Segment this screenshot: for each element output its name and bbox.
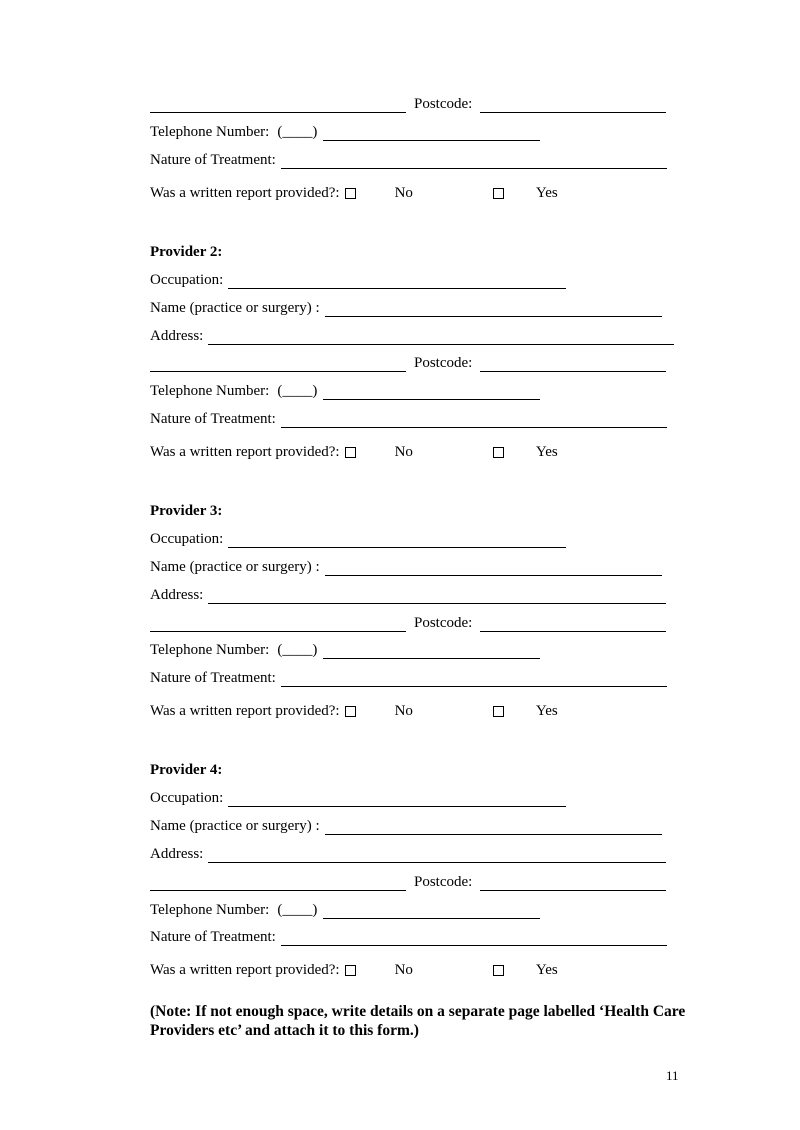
occupation-field[interactable] [228,792,566,807]
occupation-row [150,790,566,807]
occupation-field[interactable] [228,533,566,548]
report-yes-label: Yes [535,185,558,201]
name-row [150,559,662,576]
postcode-label: Postcode: [414,615,473,631]
name-field[interactable] [325,302,662,317]
name-row [150,300,662,317]
treatment-field[interactable] [281,931,667,946]
provider-3-heading: Provider 3: [150,503,223,519]
area-code-field[interactable]: (____) [277,902,318,918]
address-line-2 [150,615,666,632]
telephone-row [150,124,540,141]
report-no-label: No [394,962,413,978]
page-number: 11 [666,1068,679,1083]
telephone-label: Telephone Number: [150,383,270,399]
name-label: Name (practice or surgery) : [150,300,320,316]
treatment-row [150,411,667,428]
address-label: Address: [150,328,204,344]
postcode-label: Postcode: [414,96,473,112]
telephone-row [150,383,540,400]
report-label: Was a written report provided?: [150,185,340,201]
postcode-field[interactable] [480,98,666,113]
report-row [150,444,558,461]
occupation-row [150,272,566,289]
report-no-label: No [394,185,413,201]
postcode-field[interactable] [480,876,666,891]
report-row [150,703,558,720]
report-yes-checkbox[interactable] [493,447,504,458]
address-row [150,587,666,604]
report-no-label: No [394,703,413,719]
address-field[interactable] [208,589,666,604]
address-line-2 [150,355,666,372]
telephone-field[interactable] [323,644,540,659]
address-line-2 [150,96,666,113]
report-row [150,185,558,202]
treatment-label: Nature of Treatment: [150,152,276,168]
report-label: Was a written report provided?: [150,703,340,719]
address-row [150,328,674,345]
address-label: Address: [150,846,204,862]
treatment-label: Nature of Treatment: [150,411,276,427]
report-yes-label: Yes [535,703,558,719]
report-yes-checkbox[interactable] [493,706,504,717]
name-field[interactable] [325,820,662,835]
telephone-row [150,642,540,659]
report-no-checkbox[interactable] [345,706,356,717]
report-yes-label: Yes [535,962,558,978]
report-label: Was a written report provided?: [150,962,340,978]
treatment-row [150,929,667,946]
occupation-label: Occupation: [150,790,224,806]
telephone-label: Telephone Number: [150,124,270,140]
address-continued-field[interactable] [150,98,406,113]
space-note: (Note: If not enough space, write details on a separate page labelled ‘Health Care Providers etc’ and attach it to this form.) [150,1003,686,1039]
provider-4-heading: Provider 4: [150,762,223,778]
name-row [150,818,662,835]
address-continued-field[interactable] [150,357,406,372]
report-no-checkbox[interactable] [345,188,356,199]
address-continued-field[interactable] [150,876,406,891]
address-continued-field[interactable] [150,617,406,632]
address-field[interactable] [208,330,674,345]
occupation-label: Occupation: [150,272,224,288]
occupation-field[interactable] [228,274,566,289]
provider-2-heading: Provider 2: [150,244,223,260]
area-code-field[interactable]: (____) [277,383,318,399]
postcode-field[interactable] [480,617,666,632]
treatment-row [150,152,667,169]
postcode-label: Postcode: [414,355,473,371]
postcode-field[interactable] [480,357,666,372]
telephone-field[interactable] [323,385,540,400]
address-field[interactable] [208,848,666,863]
address-label: Address: [150,587,204,603]
occupation-label: Occupation: [150,531,224,547]
postcode-label: Postcode: [414,874,473,890]
telephone-field[interactable] [323,904,540,919]
treatment-label: Nature of Treatment: [150,929,276,945]
report-label: Was a written report provided?: [150,444,340,460]
report-no-label: No [394,444,413,460]
report-no-checkbox[interactable] [345,965,356,976]
name-field[interactable] [325,561,662,576]
treatment-label: Nature of Treatment: [150,670,276,686]
telephone-label: Telephone Number: [150,902,270,918]
address-row [150,846,666,863]
telephone-label: Telephone Number: [150,642,270,658]
report-yes-checkbox[interactable] [493,188,504,199]
area-code-field[interactable]: (____) [277,124,318,140]
report-yes-label: Yes [535,444,558,460]
address-line-2 [150,874,666,891]
treatment-field[interactable] [281,154,667,169]
treatment-row [150,670,667,687]
report-yes-checkbox[interactable] [493,965,504,976]
name-label: Name (practice or surgery) : [150,818,320,834]
report-no-checkbox[interactable] [345,447,356,458]
treatment-field[interactable] [281,413,667,428]
area-code-field[interactable]: (____) [277,642,318,658]
telephone-field[interactable] [323,126,540,141]
telephone-row [150,902,540,919]
name-label: Name (practice or surgery) : [150,559,320,575]
treatment-field[interactable] [281,672,667,687]
report-row [150,962,558,979]
occupation-row [150,531,566,548]
